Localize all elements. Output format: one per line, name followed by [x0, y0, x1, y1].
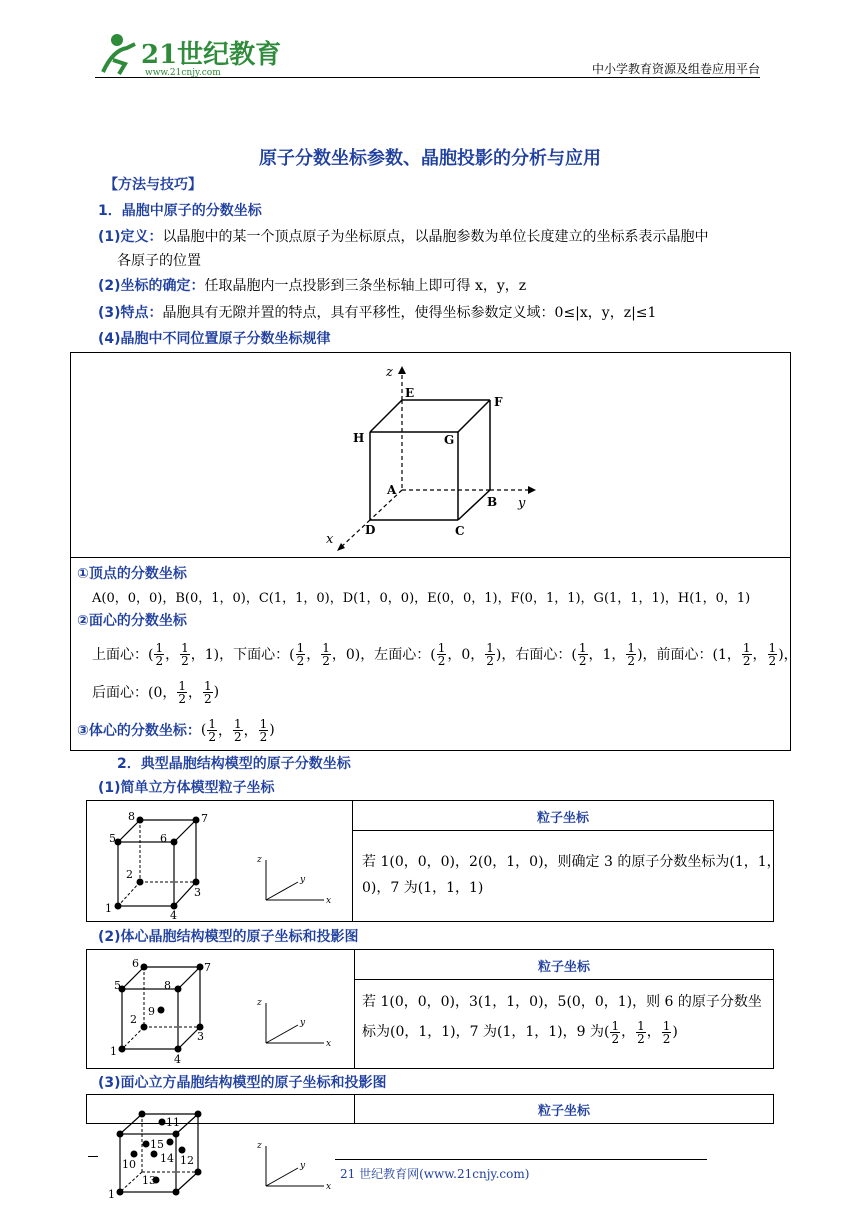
svg-text:9: 9 [148, 1005, 155, 1018]
page-header [95, 30, 760, 78]
half-fraction: $\frac{1}{2}$ [233, 716, 242, 744]
comma: ， [306, 647, 321, 663]
m2-text1: 若 1(0，0，0)，3(1，1，0)，5(0，0，1)，则 6 的原子分数坐 [362, 994, 762, 1010]
s1-p3-label: (3)特点： [98, 305, 163, 321]
svg-text:z: z [257, 998, 262, 1008]
vertex-a-label: A [387, 483, 397, 497]
half-fraction: $\frac{1}{2}$ [181, 640, 189, 668]
vertex-b-label: B [487, 495, 498, 509]
rules-box-divider [70, 557, 791, 558]
svg-text:y: y [300, 1161, 306, 1171]
m3-cube-diagram [100, 1104, 340, 1202]
face-left-text: ，0)，左面心：( [331, 647, 436, 663]
s1-p1-label: (1)定义： [98, 229, 163, 245]
m1-cube-diagram [100, 808, 340, 920]
svg-text:14: 14 [160, 1152, 174, 1165]
s1-p1-text: 以晶胞中的某一个顶点原子为坐标原点，以晶胞参数为单位长度建立的坐标系表示晶胞中 [162, 229, 709, 245]
half-fraction: $\frac{1}{2}$ [437, 640, 446, 668]
logo-url: www.21cnjy.com [145, 68, 221, 78]
svg-text:13: 13 [142, 1174, 156, 1187]
half-fraction: $\frac{1}{2}$ [322, 640, 330, 668]
svg-text:6: 6 [132, 957, 139, 970]
svg-text:8: 8 [164, 979, 171, 992]
half-fraction: $\frac{1}{2}$ [486, 640, 494, 668]
section-tag: 【方法与技巧】 [104, 177, 202, 193]
svg-text:6: 6 [160, 832, 167, 845]
logo-text: 21世纪教育 [141, 40, 282, 70]
svg-text:x: x [326, 896, 332, 906]
s1-p4-label: (4)晶胞中不同位置原子分数坐标规律 [98, 331, 331, 347]
vertex-g-label: G [444, 433, 455, 447]
half-fraction: $\frac{1}{2}$ [742, 640, 751, 668]
s2-heading: 2．典型晶胞结构模型的原子分数坐标 [117, 756, 351, 772]
svg-text:12: 12 [180, 1154, 194, 1167]
axis-z-label: z [386, 365, 393, 380]
s1-p2 [98, 275, 526, 295]
axis-y-label: y [518, 496, 526, 511]
vertex-h-label: H [353, 431, 365, 445]
face-back-end: ) [213, 684, 220, 700]
svg-text:z: z [257, 1141, 262, 1151]
vertex-rule-label: ①顶点的分数坐标 [77, 566, 187, 582]
s1-p2-text: 任取晶胞内一点投影到三条坐标轴上即可得 x，y，z [204, 278, 527, 294]
m2-label: (2)体心晶胞结构模型的原子坐标和投影图 [98, 929, 359, 945]
svg-text:z: z [257, 855, 262, 865]
svg-text:4: 4 [174, 1053, 181, 1066]
axis-x-label: x [326, 532, 334, 547]
half-fraction: $\frac{1}{2}$ [296, 640, 305, 668]
half-fraction: $\frac{1}{2}$ [259, 716, 268, 744]
y-arrow-icon [528, 486, 536, 494]
half-fraction: $\frac{1}{2}$ [768, 640, 777, 668]
half-fraction: $\frac{1}{2}$ [155, 640, 164, 668]
header-right-text: 中小学教育资源及组卷应用平台 [591, 62, 760, 76]
m2-cube-diagram [100, 955, 340, 1067]
svg-text:1: 1 [105, 902, 112, 915]
z-arrow-icon [398, 366, 406, 374]
face-rule-label: ②面心的分数坐标 [77, 613, 187, 629]
svg-text:2: 2 [130, 1013, 137, 1026]
body-rule: ③体心的分数坐标： ( $\frac{1}{2}$ ， $\frac{1}{2}$ ， $\frac{1}{2}$ ) [77, 716, 275, 744]
face-front-end: )， [778, 647, 798, 663]
half-fraction: $\frac{1}{2}$ [178, 678, 187, 706]
footer-text[interactable]: 21 世纪教育网(www.21cnjy.com) [340, 1167, 530, 1181]
svg-text:5: 5 [114, 979, 121, 992]
vertex-rule-text: A(0，0，0)，B(0，1，0)，C(1，1，0)，D(1，0，0)，E(0，0，1)，F(0，1，1)，G(1，1，1)，H(1，0，1) [92, 591, 751, 606]
half-fraction: $\frac{1}{2}$ [208, 716, 216, 744]
face-rule-line2 [92, 674, 219, 710]
face-right-mid: ，1， [588, 647, 626, 663]
comma: ， [188, 685, 203, 701]
face-top-text: 上面心：( [92, 647, 154, 663]
svg-text:3: 3 [197, 1030, 204, 1043]
m2-head: 粒子坐标 [537, 960, 590, 975]
footer-divider [335, 1159, 707, 1160]
svg-text:5: 5 [109, 832, 116, 845]
svg-text:y: y [300, 1018, 306, 1028]
svg-text:7: 7 [201, 812, 208, 825]
body-rule-label: ③体心的分数坐标： [77, 723, 201, 739]
half-fraction: $\frac{1}{2}$ [662, 1018, 671, 1046]
svg-text:3: 3 [194, 886, 201, 899]
vertex-e-label: E [405, 386, 415, 400]
svg-text:11: 11 [166, 1116, 180, 1129]
svg-text:1: 1 [108, 1188, 115, 1201]
half-fraction: $\frac{1}{2}$ [204, 678, 212, 706]
half-fraction: $\frac{1}{2}$ [627, 640, 636, 668]
face-back-text: 后面心：(0， [92, 685, 177, 701]
logo-icon [95, 30, 282, 78]
s1-p2-label: (2)坐标的确定： [98, 278, 205, 294]
half-fraction: $\frac{1}{2}$ [578, 640, 587, 668]
cube-diagram [320, 360, 560, 555]
svg-text:x: x [326, 1039, 332, 1049]
m3-label: (3)面心立方晶胞结构模型的原子坐标和投影图 [98, 1075, 387, 1091]
comma: ， [165, 647, 180, 663]
vertex-c-label: C [455, 524, 465, 538]
svg-text:10: 10 [122, 1158, 136, 1171]
svg-text:4: 4 [170, 909, 177, 922]
svg-text:x: x [326, 1182, 332, 1192]
svg-text:7: 7 [204, 961, 211, 974]
face-bottom-text: ，1)，下面心：( [190, 647, 295, 663]
face-front-text: )，前面心：(1， [637, 647, 741, 663]
s1-p3 [98, 302, 656, 322]
half-fraction: $\frac{1}{2}$ [611, 1018, 620, 1046]
svg-text:15: 15 [150, 1138, 164, 1151]
comma: ， [752, 647, 767, 663]
svg-text:1: 1 [110, 1045, 117, 1058]
m1-text1: 若 1(0，0，0)，2(0，1，0)，则确定 3 的原子分数坐标为(1，1， [362, 854, 781, 870]
m2-text2: 标为(0，1，1)，7 为(1，1，1)，9 为( $\frac{1}{2}$ ， $\frac{1}{2}$ ， $\frac{1}{2}$ ) [362, 1018, 678, 1046]
m1-head: 粒子坐标 [536, 811, 589, 826]
m1-text2: 0)，7 为(1，1，1) [362, 880, 484, 896]
svg-text:2: 2 [126, 868, 133, 881]
s1-p1 [98, 226, 709, 246]
vertex-f-label: F [494, 395, 503, 409]
vertex-d-label: D [365, 523, 376, 537]
svg-text:8: 8 [128, 810, 135, 823]
header-divider [95, 77, 760, 78]
svg-text:y: y [300, 875, 306, 885]
s1-p1-cont: 各原子的位置 [117, 253, 201, 269]
m3-head: 粒子坐标 [537, 1104, 590, 1119]
s1-heading: 1．晶胞中原子的分数坐标 [98, 203, 262, 219]
page-title: 原子分数坐标参数、晶胞投影的分析与应用 [259, 148, 601, 169]
m1-label: (1)简单立方体模型粒子坐标 [98, 780, 275, 796]
face-left-mid: ，0， [447, 647, 485, 663]
m2-head-divider [354, 979, 774, 980]
face-right-text: )，右面心：( [495, 647, 577, 663]
half-fraction: $\frac{1}{2}$ [637, 1018, 645, 1046]
footer-dash [88, 1156, 98, 1157]
face-rule-line1 [92, 636, 798, 672]
m1-head-divider [352, 830, 774, 831]
s1-p3-text: 晶胞具有无隙并置的特点，具有平移性，使得坐标参数定义域：0≤|x，y，z|≤1 [162, 305, 657, 321]
